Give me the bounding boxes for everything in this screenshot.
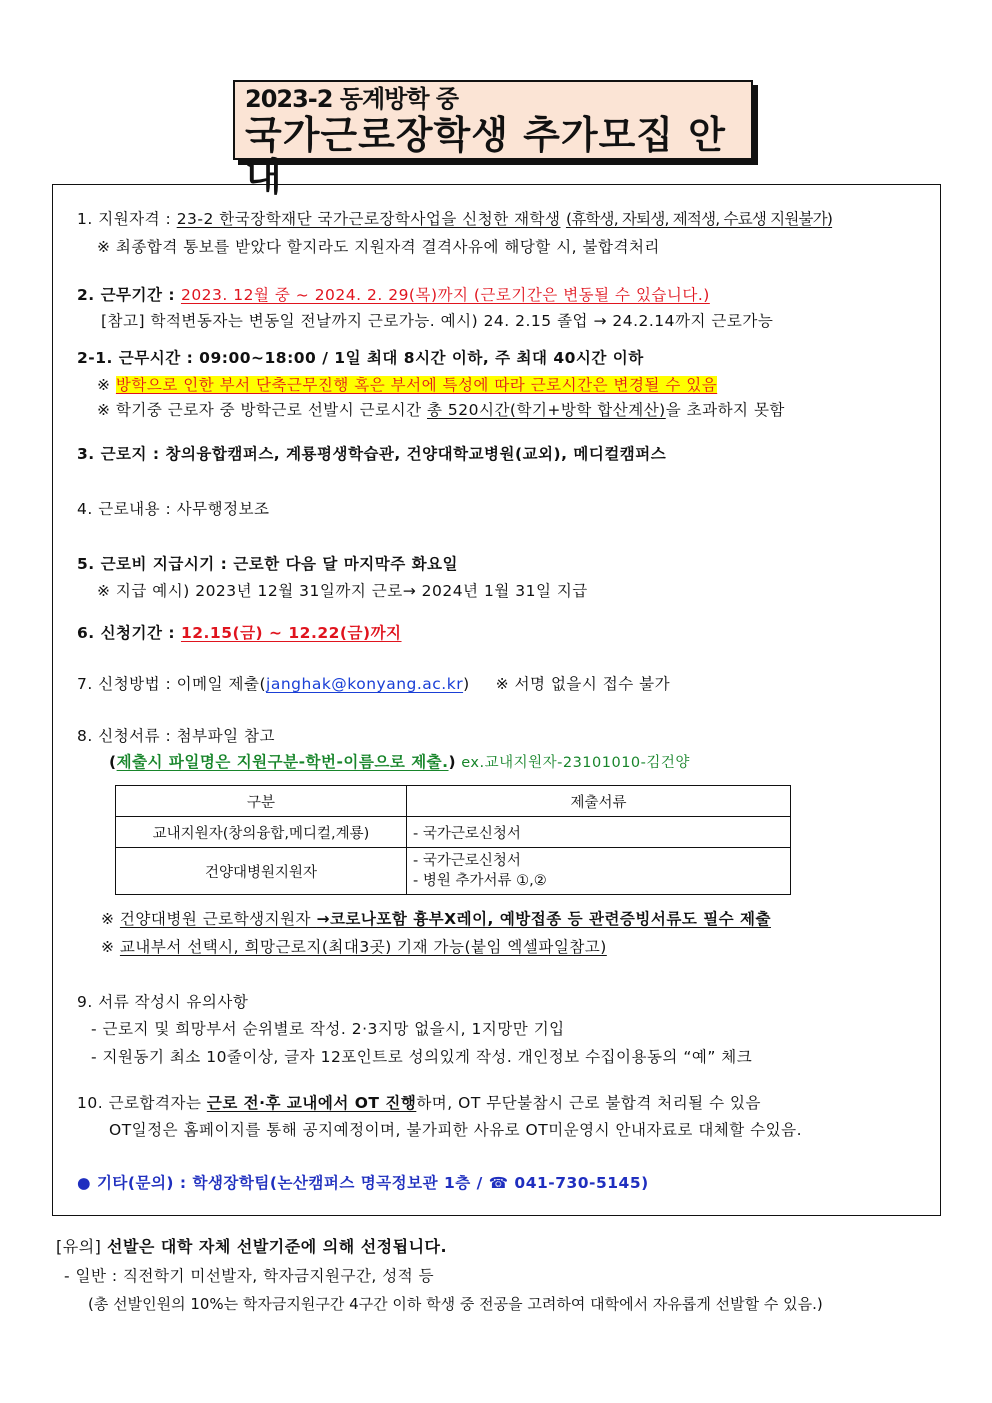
filename-example: ex.교내지원자-23101010-김건양 [456, 755, 690, 771]
item-1-note: (휴학생, 자퇴생, 제적생, 수료생 지원불가) [565, 210, 833, 228]
item-4: 4. 근로내용 : 사무행정보조 [77, 500, 270, 518]
item-1-sub: ※ 최종합격 통보를 받았다 할지라도 지원자격 결격사유에 해당할 시, 불합격처리 [97, 238, 660, 256]
item-8-note1-b: →코로나포함 흉부X레이, 예방접종 등 관련증빙서류도 필수 제출 [316, 910, 771, 928]
table-header-row [116, 786, 791, 817]
item-2-1-sub1-text: 방학으로 인한 부서 단축근무진행 혹은 부서에 특성에 따라 근로시간은 변경될 수 있음 [115, 376, 718, 394]
footer-line-1 [56, 1234, 447, 1257]
item-2-1: 2-1. 근무시간 : 09:00~18:00 / 1일 최대 8시간 이하, 주 최대 40시간 이하 [77, 349, 644, 367]
notice-body [52, 184, 941, 1216]
item-2-1-sub2-suffix: 을 초과하지 못함 [665, 401, 785, 419]
table-cell-type: 건양대병원지원자 [116, 848, 407, 895]
item-7-note: ※ 서명 없을시 접수 불가 [495, 675, 671, 693]
item-6 [77, 621, 402, 643]
item-8-sub [109, 750, 690, 772]
item-1 [77, 207, 832, 229]
item-8-note2 [101, 935, 607, 957]
item-2-value: 2023. 12월 중 ~ 2024. 2. 29(목)까지 (근로기간은 변동될 수 있습니다.) [180, 286, 710, 304]
documents-table [115, 785, 791, 895]
item-8-note1 [101, 907, 771, 929]
paren-close: ) [448, 753, 457, 771]
table-cell-docs: - 국가근로신청서 [407, 817, 791, 848]
table-header: 구분 [116, 786, 407, 817]
table-cell-docs [407, 848, 791, 895]
item-2-1-sub1 [97, 373, 717, 395]
item-10-suffix: 하며, OT 무단불참시 근로 불합격 처리될 수 있음 [416, 1094, 761, 1112]
item-6-label: 6. 신청기간 : [77, 624, 181, 642]
item-2-1-sub2-underlined: 총 520시간(학기+방학 합산계산) [427, 401, 666, 419]
item-1-value: 23-2 한국장학재단 국가근로장학사업을 신청한 재학생 [176, 210, 561, 228]
item-10-prefix: 10. 근로합격자는 [77, 1094, 207, 1112]
item-2-1-sub2-prefix: ※ 학기중 근로자 중 방학근로 선발시 근로시간 [97, 401, 427, 419]
item-10-sub: OT일정은 홈페이지를 통해 공지예정이며, 불가피한 사유로 OT미운영시 안내자료로 대체할 수있음. [109, 1121, 803, 1139]
item-9: 9. 서류 작성시 유의사항 [77, 993, 249, 1011]
item-9-sub1: - 근로지 및 희망부서 순위별로 작성. 2·3지망 없을시, 1지망만 기입 [91, 1020, 565, 1038]
footer-prefix: [유의] [56, 1237, 107, 1256]
title-box [233, 80, 753, 199]
item-7 [77, 672, 670, 694]
contact-phone: 041-730-5145) [514, 1174, 649, 1192]
item-7-prefix: 7. 신청방법 : 이메일 제출( [77, 675, 267, 693]
paren-open: ( [109, 753, 117, 771]
table-cell-type: 교내지원자(창의융합,메디컬,계룡) [116, 817, 407, 848]
item-8-note2-text: 교내부서 선택시, 희망근로지(최대3곳) 기재 가능(붙임 엑셀파일참고) [119, 938, 607, 956]
table-header: 제출서류 [407, 786, 791, 817]
email-link[interactable]: janghak@konyang.ac.kr [266, 675, 464, 693]
item-5: 5. 근로비 지급시기 : 근로한 다음 달 마지막주 화요일 [77, 555, 459, 573]
item-1-label: 1. 지원자격 : [77, 210, 177, 228]
item-7-suffix: ) [463, 675, 470, 693]
contact-line [77, 1171, 649, 1193]
doc-item: - 병원 추가서류 ①,② [413, 873, 547, 889]
item-8-note1-a: 건양대병원 근로학생지원자 [119, 910, 317, 928]
item-5-sub: ※ 지급 예시) 2023년 12월 31일까지 근로→ 2024년 1월 31일 지급 [97, 582, 588, 600]
phone-icon: ☎ [488, 1174, 509, 1192]
note-mark: ※ [101, 910, 120, 928]
bullet-icon: ● [77, 1174, 92, 1192]
filename-rule: 제출시 파일명은 지원구분-학번-이름으로 제출. [116, 753, 449, 771]
footer-line-2: - 일반 : 직전학기 미선발자, 학자금지원구간, 성적 등 [64, 1267, 435, 1285]
contact-text: 기타(문의) : 학생장학팀(논산캠퍼스 명곡정보관 1층 / [96, 1174, 483, 1192]
note-mark: ※ [97, 376, 116, 394]
footer-line-3: (총 선발인원의 10%는 학자금지원구간 4구간 이하 학생 중 전공을 고려하여 대학에서 자유롭게 선발할 수 있음.) [88, 1295, 823, 1313]
item-2 [77, 283, 710, 305]
item-2-1-sub2 [97, 398, 785, 420]
footer-bold: 선발은 대학 자체 선발기준에 의해 선정됩니다. [106, 1237, 448, 1256]
table-row [116, 817, 791, 848]
item-3: 3. 근로지 : 창의융합캠퍼스, 계룡평생학습관, 건양대학교병원(교외), 메디컬캠퍼스 [77, 445, 667, 463]
item-2-label: 2. 근무기간 : [77, 286, 181, 304]
note-mark: ※ [101, 938, 120, 956]
doc-item: - 국가근로신청서 [413, 853, 521, 869]
item-10 [77, 1091, 761, 1113]
item-2-sub: [참고] 학적변동자는 변동일 전날까지 근로가능. 예시) 24. 2.15 졸업 → 24.2.14까지 근로가능 [101, 312, 774, 330]
item-6-value: 12.15(금) ~ 12.22(금)까지 [180, 624, 402, 642]
item-9-sub2: - 지원동기 최소 10줄이상, 글자 12포인트로 성의있게 작성. 개인정보 수집이용동의 “예” 체크 [91, 1048, 753, 1066]
item-8: 8. 신청서류 : 첨부파일 참고 [77, 727, 275, 745]
title-main: 국가근로장학생 추가모집 안내 [245, 113, 726, 199]
table-row [116, 848, 791, 895]
item-10-bold: 근로 전·후 교내에서 OT 진행 [206, 1094, 417, 1112]
title-subtitle: 2023-2 동계방학 중 [245, 85, 459, 113]
